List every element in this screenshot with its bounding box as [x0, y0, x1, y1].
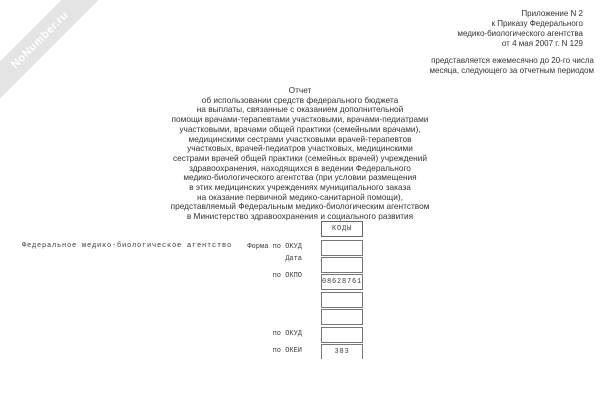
title-line: представляемый Федеральным медико-биологическим агентством	[170, 201, 430, 212]
title-line: участковыми, врачами общей практики (семейными врачами),	[179, 123, 421, 134]
appendix-line: Приложение N 2	[521, 9, 583, 18]
appendix-line: медико-биологического агентства	[457, 29, 583, 38]
submission-note	[430, 56, 595, 76]
title-line: помощи врачами-терапевтами участковыми, врачами-педиатрами	[171, 114, 429, 125]
codes-cell-empty-2	[321, 309, 363, 325]
title-line: на выплаты, связанные с оказанием дополнительной	[196, 104, 404, 115]
appendix-line: от 4 мая 2007 г. N 129	[501, 39, 583, 48]
codes-cell-data	[321, 257, 363, 273]
title-line: об использовании средств федерального бюджета	[201, 94, 399, 105]
appendix-note	[457, 9, 583, 49]
report-title	[0, 86, 600, 222]
title-line: сестрами врачей общей практики (семейных врачей) учреждений	[172, 152, 428, 163]
organization-name: Федеральное медико-биологическое агентство	[22, 242, 233, 250]
title-line: участковых, врачей-педиатров участковых, медицинскими	[187, 143, 413, 154]
field-label-okud: по ОКУД	[272, 330, 302, 338]
title-line: в Министерство здравоохранения и социального развития	[186, 211, 414, 222]
appendix-line: к Приказу Федерального	[491, 19, 583, 28]
field-label-okpo: по ОКПО	[272, 272, 302, 280]
title-line: здравоохранения, находящихся в ведении Федерального	[189, 162, 411, 173]
codes-cell-okpo: 08628761	[321, 274, 363, 290]
title-line: в этих медицинских учреждениях муниципального заказа	[189, 182, 411, 193]
submission-line: месяца, следующего за отчетным периодом	[429, 66, 594, 75]
codes-cell-okei: 383	[321, 344, 363, 359]
field-label-data: Дата	[285, 255, 302, 263]
submission-line: представляется ежемесячно до 20-го числа	[431, 56, 594, 65]
title-line: Отчет	[288, 85, 312, 95]
title-line: медико-биологического агентства (при условии размещения	[183, 172, 417, 183]
codes-cell-forma-okud	[321, 240, 363, 256]
watermark-text: NoNumber.ru	[9, 9, 71, 71]
field-label-forma-okud: Форма по ОКУД	[247, 243, 302, 251]
title-line: медицинскими сестрами участковыми врачей-терапевтов	[188, 133, 412, 144]
codes-header-cell: КОДЫ	[321, 221, 363, 237]
field-label-okei: по ОКЕИ	[272, 347, 302, 355]
codes-cell-okud	[321, 327, 363, 343]
codes-cell-empty-1	[321, 292, 363, 308]
title-line: на оказание первичной медико-санитарной помощи),	[197, 191, 403, 202]
